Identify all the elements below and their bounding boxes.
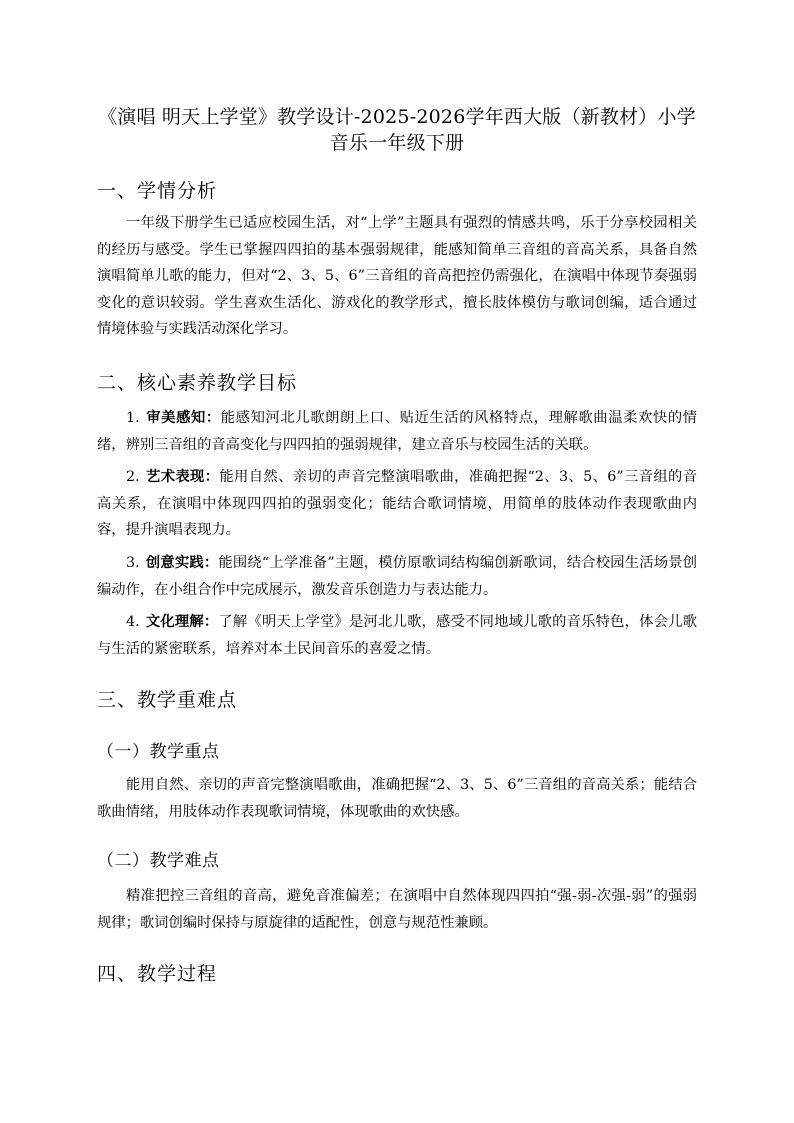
document-title-line-1: 《演唱 明天上学堂》教学设计-2025-2026学年西大版（新教材）小学 (98, 106, 696, 128)
subsection-heading-difficult-points: （二）教学难点 (97, 851, 220, 871)
paragraph-difficult-points: 精准把控三音组的音高，避免音准偏差；在演唱中自然体现四四拍“强-弱-次强-弱”的强弱规律；歌词创编时保持与原旋律的适配性，创意与规范性兼顾。 (97, 888, 697, 931)
objective-text: 了解《明天上学堂》是河北儿歌，感受不同地域儿歌的音乐特色，体会儿歌与生活的紧密联系，培养对本土民间音乐的喜爱之情。 (97, 614, 698, 657)
objective-item-2 (97, 464, 697, 544)
section-heading-key-difficult-points: 三、教学重难点 (97, 689, 238, 711)
objective-item-4 (97, 609, 697, 662)
document-title-line-2: 音乐一年级下册 (329, 132, 465, 154)
section-heading-core-objectives: 二、核心素养教学目标 (97, 372, 298, 394)
objective-number: 4. (126, 614, 140, 630)
objective-text: 能感知河北儿歌朗朗上口、贴近生活的风格特点，理解歌曲温柔欢快的情绪，辨别三音组的音高变化与四四拍的强弱规律，建立音乐与校园生活的关联。 (97, 410, 698, 453)
section-heading-learner-analysis: 一、学情分析 (97, 180, 218, 202)
objective-number: 1. (126, 410, 140, 426)
objective-lead: 艺术表现： (145, 469, 220, 485)
objective-lead: 创意实践： (145, 555, 219, 571)
objective-number: 3. (126, 555, 140, 571)
objective-text: 能用自然、亲切的声音完整演唱歌曲，准确把握“2、3、5、6”三音组的音高关系，在演唱中体现四四拍的强弱变化；能结合歌词情境，用简单的肢体动作表现歌曲内容，提升演唱表现力。 (97, 469, 697, 538)
objective-item-1 (97, 405, 697, 458)
objective-lead: 文化理解： (145, 614, 219, 630)
paragraph-key-points: 能用自然、亲切的声音完整演唱歌曲，准确把握“2、3、5、6”三音组的音高关系；能结合歌曲情绪，用肢体动作表现歌词情境，体现歌曲的欢快感。 (97, 777, 697, 820)
objective-text: 能围绕“上学准备”主题，模仿原歌词结构编创新歌词，结合校园生活场景创编动作，在小组合作中完成展示，激发音乐创造力与表达能力。 (97, 555, 698, 598)
objective-item-3 (97, 550, 697, 603)
paragraph-learner-analysis: 一年级下册学生已适应校园生活，对“上学”主题具有强烈的情感共鸣，乐于分享校园相关的经历与感受。学生已掌握四四拍的基本强弱规律，能感知简单三音组的音高关系，具备自然演唱简单儿歌的能力，但对“2、3、5、6”三音组的音高把控仍需强化，在演唱中体现节奏强弱变化的意识较弱。学生喜欢生活化、游戏化的教学形式，擅长肢体模仿与歌词创编，适合通过情境体验与实践活动深化学习。 (97, 215, 697, 337)
objective-number: 2. (126, 469, 140, 485)
section-heading-teaching-process: 四、教学过程 (97, 963, 218, 985)
objective-lead: 审美感知： (145, 410, 221, 426)
subsection-heading-key-points: （一）教学重点 (97, 742, 220, 762)
